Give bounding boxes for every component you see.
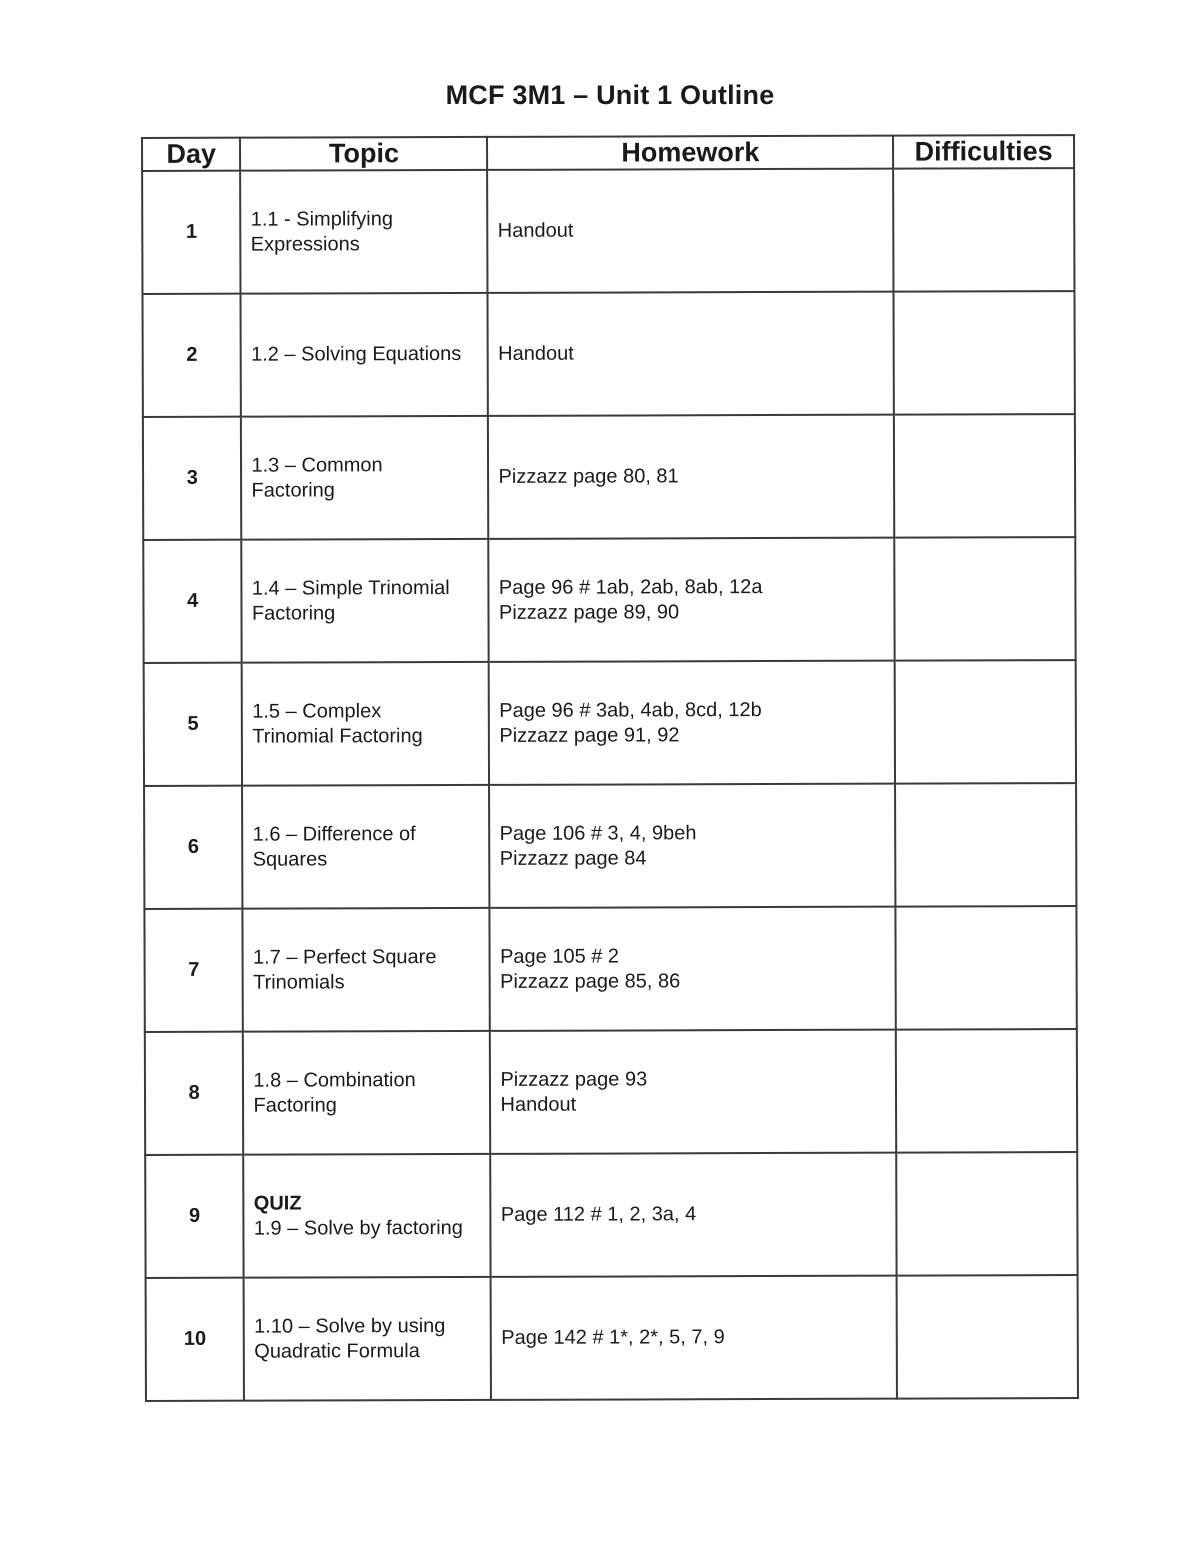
homework-line: Handout <box>498 342 574 365</box>
table-row <box>145 1029 1077 1155</box>
difficulties-cell <box>895 783 1076 907</box>
header-homework: Homework <box>487 136 893 170</box>
table-row <box>144 660 1076 786</box>
topic-cell <box>244 1277 491 1401</box>
difficulties-cell <box>896 1152 1077 1276</box>
table-header-row <box>142 135 1074 171</box>
difficulties-cell <box>893 168 1074 292</box>
difficulties-cell <box>896 906 1077 1030</box>
topic-line: Factoring <box>253 1093 337 1117</box>
table-row <box>144 783 1076 909</box>
homework-line: Page 96 # 3ab, 4ab, 8cd, 12b <box>499 698 762 722</box>
homework-line: Pizzazz page 84 <box>499 846 647 870</box>
homework-line: Pizzazz page 93 <box>500 1067 648 1091</box>
table-row <box>142 168 1074 294</box>
day-cell: 5 <box>144 663 243 786</box>
table-row <box>144 906 1076 1032</box>
homework-cell <box>490 1030 896 1154</box>
day-cell: 2 <box>142 294 241 417</box>
difficulties-cell <box>897 1275 1078 1399</box>
table-row <box>142 291 1074 417</box>
day-cell: 1 <box>142 171 241 294</box>
homework-cell <box>489 661 895 785</box>
homework-line: Pizzazz page 85, 86 <box>500 969 681 993</box>
header-day: Day <box>142 138 241 171</box>
table-row <box>146 1275 1078 1401</box>
topic-cell <box>243 1031 490 1155</box>
topic-line: 1.4 – Simple Trinomial <box>251 576 450 600</box>
topic-cell <box>241 293 488 417</box>
homework-cell <box>488 415 894 539</box>
topic-line: Factoring <box>251 478 335 502</box>
unit-outline-table <box>141 134 1079 1402</box>
topic-line: Trinomial Factoring <box>252 724 423 748</box>
topic-cell <box>242 539 489 663</box>
homework-line: Pizzazz page 80, 81 <box>498 465 679 488</box>
difficulties-cell <box>894 537 1075 661</box>
page-title: MCF 3M1 – Unit 1 Outline <box>445 80 775 110</box>
difficulties-cell <box>894 414 1075 538</box>
difficulties-cell <box>895 660 1076 784</box>
topic-line: 1.7 – Perfect Square <box>252 945 437 969</box>
topic-line: 1.8 – Combination <box>253 1068 416 1092</box>
day-cell: 7 <box>144 909 243 1032</box>
homework-cell <box>488 292 894 416</box>
homework-cell <box>491 1153 897 1277</box>
header-difficulties: Difficulties <box>893 135 1074 169</box>
topic-line: 1.5 – Complex <box>252 699 382 723</box>
homework-line: Page 96 # 1ab, 2ab, 8ab, 12a <box>498 575 763 599</box>
homework-line: Pizzazz page 91, 92 <box>499 723 680 747</box>
table-row <box>143 537 1075 663</box>
homework-line: Handout <box>497 219 574 242</box>
topic-line: 1.10 – Solve by using <box>254 1314 446 1338</box>
day-cell: 6 <box>144 786 243 909</box>
day-cell: 10 <box>146 1278 245 1401</box>
difficulties-cell <box>896 1029 1077 1153</box>
homework-cell <box>490 907 896 1031</box>
day-cell: 9 <box>145 1155 244 1278</box>
table-row <box>143 414 1075 540</box>
homework-line: Page 105 # 2 <box>500 945 620 968</box>
topic-line: Squares <box>252 847 328 871</box>
homework-line: Page 106 # 3, 4, 9beh <box>499 821 697 845</box>
topic-cell <box>243 908 490 1032</box>
topic-line: 1.2 – Solving Equations <box>251 342 462 366</box>
day-cell: 8 <box>145 1032 244 1155</box>
topic-line: 1.3 – Common <box>251 453 383 477</box>
table-body <box>142 168 1078 1401</box>
homework-cell <box>491 1276 897 1400</box>
topic-line: Expressions <box>250 232 360 256</box>
topic-cell <box>241 416 488 540</box>
day-cell: 3 <box>143 417 242 540</box>
homework-line: Handout <box>500 1093 577 1116</box>
topic-cell <box>244 1154 491 1278</box>
difficulties-cell <box>894 291 1075 415</box>
day-cell: 4 <box>143 540 242 663</box>
topic-cell <box>241 170 488 294</box>
topic-line: Factoring <box>251 601 336 625</box>
homework-cell <box>489 538 895 662</box>
topic-line: Trinomials <box>253 970 345 994</box>
homework-line: Page 142 # 1*, 2*, 5, 7, 9 <box>501 1326 725 1349</box>
table-row <box>145 1152 1077 1278</box>
topic-cell <box>242 785 489 909</box>
homework-line: Pizzazz page 89, 90 <box>498 600 680 624</box>
topic-line: Quadratic Formula <box>254 1339 420 1363</box>
topic-line: 1.6 – Difference of <box>252 822 416 846</box>
header-topic: Topic <box>240 137 487 171</box>
topic-cell <box>242 662 489 786</box>
topic-line: 1.1 - Simplifying <box>250 207 393 231</box>
homework-line: Page 112 # 1, 2, 3a, 4 <box>500 1203 697 1226</box>
topic-line: 1.9 – Solve by factoring <box>253 1216 463 1240</box>
homework-cell <box>488 169 894 293</box>
quiz-label: QUIZ <box>253 1192 302 1215</box>
homework-cell <box>490 784 896 908</box>
